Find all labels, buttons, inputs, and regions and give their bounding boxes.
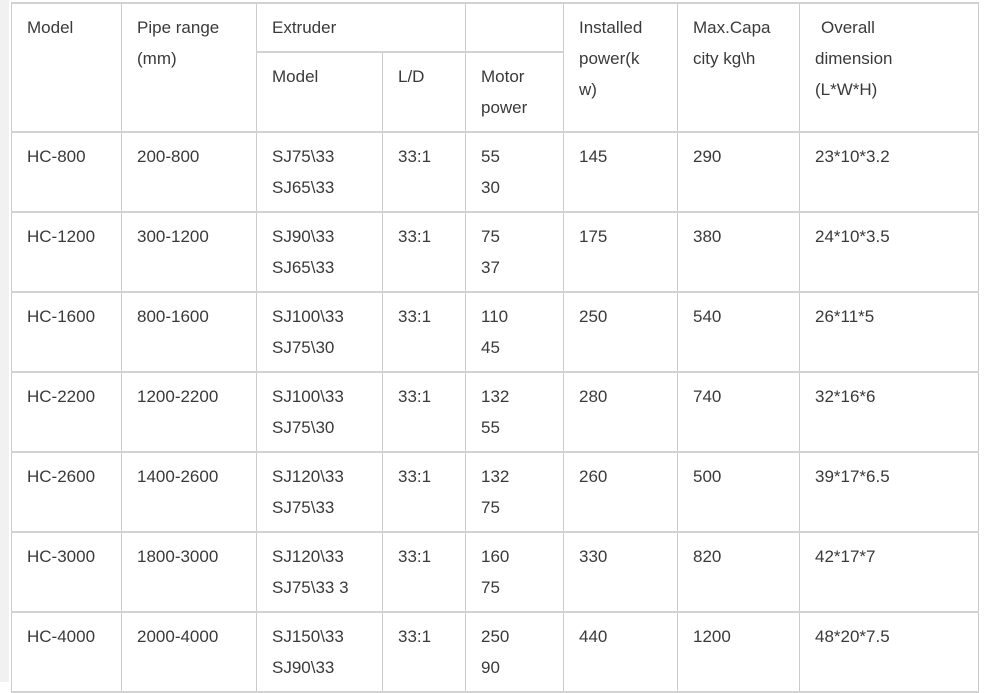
table-row (12, 452, 979, 532)
cell-model: HC-4000 (12, 612, 122, 692)
cell-installed-power: 280 (564, 372, 678, 452)
cell-pipe-range: 800-1600 (122, 292, 257, 372)
cell-max-capacity: 290 (678, 132, 800, 212)
table-row (12, 532, 979, 612)
cell-pipe-range: 1200-2200 (122, 372, 257, 452)
motor-power-line1: 75 (481, 227, 500, 246)
header-pipe-range-line1: Pipe range (137, 18, 220, 37)
cell-motor-power (466, 532, 564, 612)
extruder-model-line2: SJ90\33 (272, 658, 335, 677)
extruder-model-line1: SJ75\33 (272, 147, 335, 166)
header-motor-power (466, 52, 564, 132)
cell-motor-power (466, 612, 564, 692)
cell-extruder-model (257, 372, 383, 452)
extruder-model-line2: SJ65\33 (272, 258, 335, 277)
cell-ld: 33:1 (383, 372, 466, 452)
motor-power-line1: 55 (481, 147, 500, 166)
extruder-model-line1: SJ120\33 (272, 547, 344, 566)
cell-overall-dimension: 39*17*6.5 (800, 452, 979, 532)
motor-power-line2: 30 (481, 178, 500, 197)
cell-overall-dimension: 26*11*5 (800, 292, 979, 372)
table-row (12, 612, 979, 692)
cell-overall-dimension: 32*16*6 (800, 372, 979, 452)
cell-extruder-model (257, 292, 383, 372)
extruder-model-line1: SJ100\33 (272, 387, 344, 406)
extruder-model-line2: SJ75\33 3 (272, 578, 349, 597)
cell-installed-power: 260 (564, 452, 678, 532)
cell-max-capacity: 820 (678, 532, 800, 612)
table-row (12, 372, 979, 452)
table-body (12, 132, 979, 692)
cell-ld: 33:1 (383, 532, 466, 612)
cell-installed-power: 330 (564, 532, 678, 612)
extruder-model-line2: SJ75\33 (272, 498, 335, 517)
extruder-model-line2: SJ75\30 (272, 418, 335, 437)
header-max-capacity-line1: Max.Capa (693, 18, 771, 37)
cell-model: HC-2200 (12, 372, 122, 452)
cell-max-capacity: 500 (678, 452, 800, 532)
header-empty-cell (466, 3, 564, 52)
cell-extruder-model (257, 132, 383, 212)
extruder-model-line1: SJ100\33 (272, 307, 344, 326)
motor-power-line2: 55 (481, 418, 500, 437)
page-left-gutter (0, 0, 9, 682)
table-row (12, 292, 979, 372)
cell-model: HC-1200 (12, 212, 122, 292)
motor-power-line2: 45 (481, 338, 500, 357)
header-pipe-range-line2: (mm) (137, 49, 177, 68)
cell-extruder-model (257, 612, 383, 692)
motor-power-line2: 75 (481, 498, 500, 517)
cell-motor-power (466, 372, 564, 452)
motor-power-line1: 160 (481, 547, 510, 566)
header-row-1 (12, 3, 979, 52)
cell-motor-power (466, 132, 564, 212)
motor-power-line1: 250 (481, 627, 510, 646)
header-ld: L/D (383, 52, 466, 132)
cell-ld: 33:1 (383, 612, 466, 692)
cell-extruder-model (257, 532, 383, 612)
header-max-capacity-line2: city kg\h (693, 49, 756, 68)
header-extruder-model: Model (257, 52, 383, 132)
header-installed-power-line1: Installed (579, 18, 643, 37)
header-max-capacity (678, 3, 800, 132)
cell-motor-power (466, 212, 564, 292)
header-overall-dimension-line3: (L*W*H) (815, 80, 878, 99)
cell-installed-power: 250 (564, 292, 678, 372)
table-header (12, 3, 979, 132)
cell-motor-power (466, 452, 564, 532)
cell-ld: 33:1 (383, 452, 466, 532)
cell-ld: 33:1 (383, 212, 466, 292)
cell-extruder-model (257, 452, 383, 532)
motor-power-line1: 110 (481, 307, 509, 326)
cell-ld: 33:1 (383, 132, 466, 212)
table-row (12, 212, 979, 292)
header-installed-power-line3: w) (579, 80, 597, 99)
header-extruder-group: Extruder (257, 3, 466, 52)
cell-extruder-model (257, 212, 383, 292)
header-motor-power-line1: Motor (481, 67, 525, 86)
header-overall-dimension (800, 3, 979, 132)
motor-power-line2: 90 (481, 658, 500, 677)
motor-power-line1: 132 (481, 467, 510, 486)
extruder-model-line2: SJ65\33 (272, 178, 335, 197)
motor-power-line2: 37 (481, 258, 500, 277)
cell-ld: 33:1 (383, 292, 466, 372)
cell-model: HC-1600 (12, 292, 122, 372)
cell-pipe-range: 1400-2600 (122, 452, 257, 532)
cell-pipe-range: 300-1200 (122, 212, 257, 292)
cell-max-capacity: 380 (678, 212, 800, 292)
cell-overall-dimension: 24*10*3.5 (800, 212, 979, 292)
cell-overall-dimension: 42*17*7 (800, 532, 979, 612)
motor-power-line1: 132 (481, 387, 510, 406)
header-overall-dimension-line1: Overall (821, 18, 875, 37)
header-installed-power-line2: power(k (579, 49, 640, 68)
motor-power-line2: 75 (481, 578, 500, 597)
extruder-model-line1: SJ120\33 (272, 467, 344, 486)
cell-pipe-range: 200-800 (122, 132, 257, 212)
cell-installed-power: 145 (564, 132, 678, 212)
extruder-model-line1: SJ90\33 (272, 227, 335, 246)
extruder-model-line2: SJ75\30 (272, 338, 335, 357)
cell-max-capacity: 1200 (678, 612, 800, 692)
extruder-model-line1: SJ150\33 (272, 627, 344, 646)
header-installed-power (564, 3, 678, 132)
header-overall-dimension-line2: dimension (815, 49, 893, 68)
cell-installed-power: 175 (564, 212, 678, 292)
cell-max-capacity: 740 (678, 372, 800, 452)
cell-motor-power (466, 292, 564, 372)
cell-pipe-range: 1800-3000 (122, 532, 257, 612)
table-row (12, 132, 979, 212)
header-pipe-range (122, 3, 257, 132)
cell-overall-dimension: 23*10*3.2 (800, 132, 979, 212)
header-model: Model (12, 3, 122, 132)
cell-model: HC-2600 (12, 452, 122, 532)
cell-model: HC-800 (12, 132, 122, 212)
header-motor-power-line2: power (481, 98, 528, 117)
cell-installed-power: 440 (564, 612, 678, 692)
machine-spec-table (11, 2, 979, 693)
cell-overall-dimension: 48*20*7.5 (800, 612, 979, 692)
cell-pipe-range: 2000-4000 (122, 612, 257, 692)
cell-model: HC-3000 (12, 532, 122, 612)
cell-max-capacity: 540 (678, 292, 800, 372)
